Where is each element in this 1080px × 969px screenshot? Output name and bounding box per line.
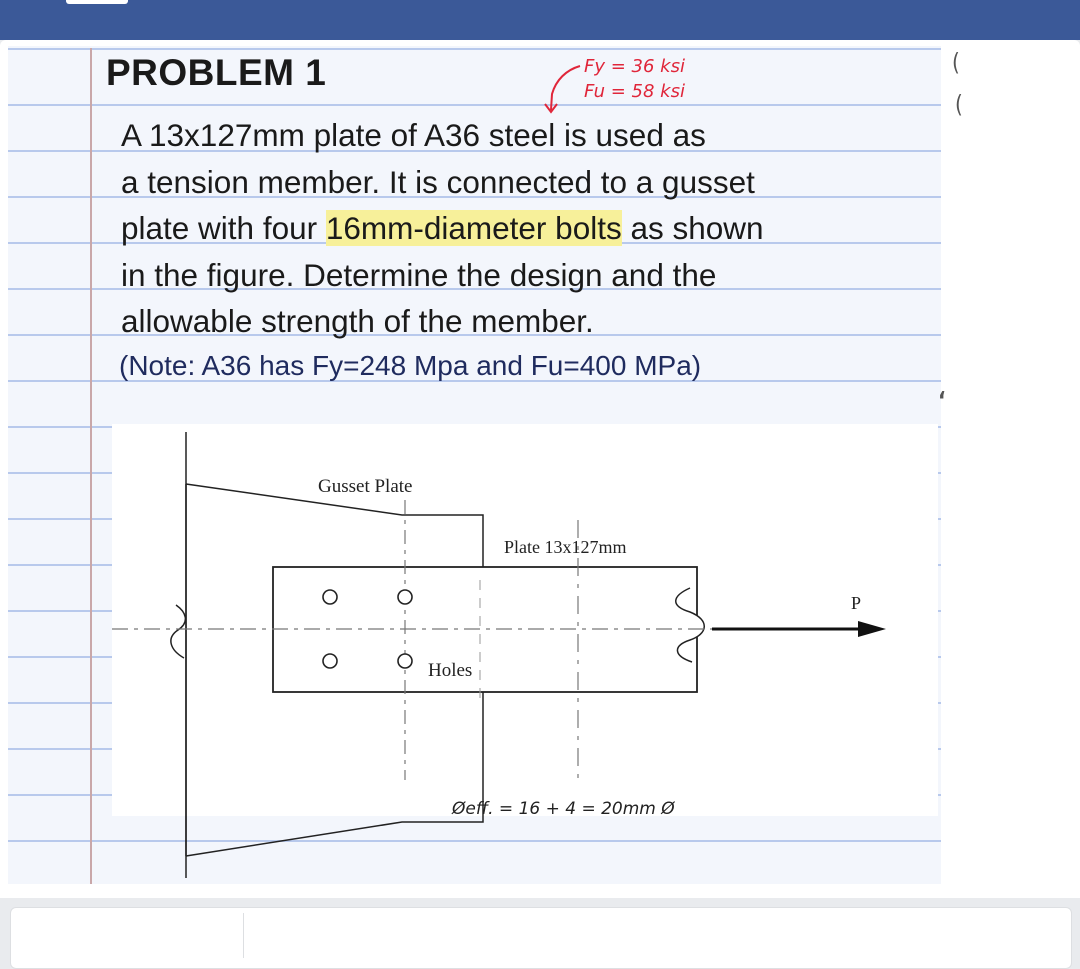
handwritten-fy: Fy = 36 ksi: [584, 56, 685, 77]
holes-label: Holes: [428, 660, 473, 681]
problem-note: (Note: A36 has Fy=248 Mpa and Fu=400 MPa): [119, 350, 702, 381]
load-p-label: P: [851, 593, 862, 613]
bolt-hole-icon: [398, 654, 412, 668]
next-post-divider: [243, 913, 244, 958]
gusset-plate-label: Gusset Plate: [318, 476, 413, 497]
problem-line: a tension member. It is connected to a gusset: [121, 163, 755, 200]
problem-line: allowable strength of the member.: [121, 303, 594, 339]
cropped-side-mark: (: [952, 47, 960, 77]
problem-title: PROBLEM 1: [106, 52, 327, 93]
cropped-side-mark: (: [955, 89, 963, 119]
gusset-bottom-edge: [186, 692, 483, 856]
load-arrow-icon: [858, 621, 886, 637]
plate-size-label: Plate 13x127mm: [504, 537, 627, 557]
bolt-hole-icon: [323, 654, 337, 668]
next-post-card[interactable]: [10, 907, 1072, 969]
problem-line-part: plate with four: [121, 210, 326, 246]
highlighted-bolt-text: 16mm-diameter bolts: [325, 210, 622, 246]
cropped-side-mark: ‘: [938, 385, 946, 415]
bolt-hole-icon: [398, 590, 412, 604]
handwritten-effective-diameter: Øeff. = 16 + 4 = 20mm Ø: [452, 799, 675, 819]
break-line-icon: [171, 605, 186, 658]
problem-line: A 13x127mm plate of A36 steel is used as: [121, 117, 706, 153]
bolt-hole-icon: [323, 590, 337, 604]
problem-line: in the figure. Determine the design and the: [121, 256, 717, 293]
handwritten-bracket-arrow: [545, 66, 580, 112]
problem-line-part: as shown: [621, 210, 764, 246]
handwritten-fu: Fu = 58 ksi: [584, 81, 685, 102]
